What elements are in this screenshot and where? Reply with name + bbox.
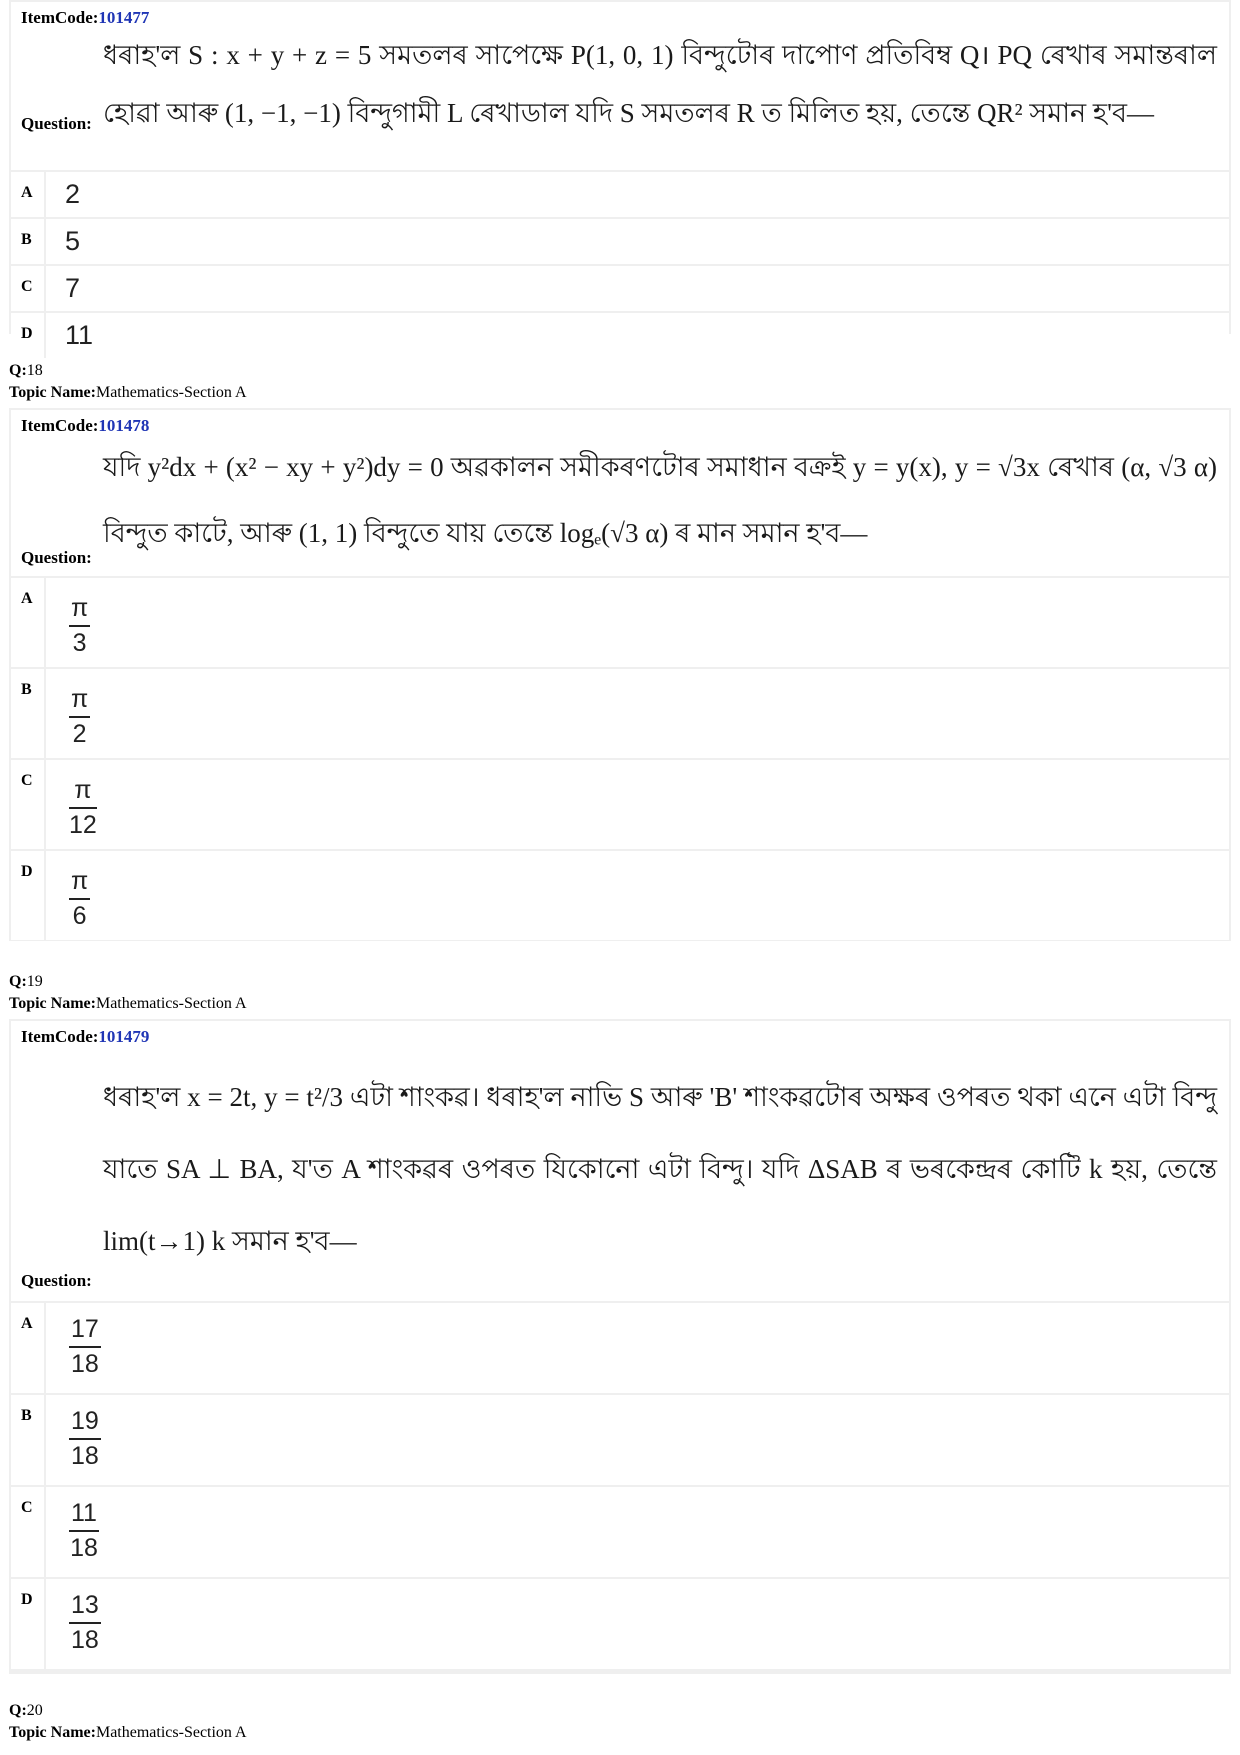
question-block-101479: [9, 1019, 1231, 1674]
option-letter: D: [21, 863, 33, 880]
fraction-denominator: 18: [71, 1626, 99, 1654]
option-letter: B: [21, 231, 32, 248]
option-fraction: [69, 1315, 101, 1379]
question-number: Q:18: [9, 362, 43, 379]
fraction-denominator: 18: [71, 1442, 99, 1470]
fraction-numerator: 13: [71, 1591, 99, 1619]
option-row-a[interactable]: [11, 172, 1229, 217]
option-row-c[interactable]: [11, 1487, 1229, 1577]
fraction-numerator: π: [71, 867, 89, 895]
question-row: [11, 2, 1229, 170]
fraction-denominator: 2: [72, 720, 87, 748]
question-number: Q:20: [9, 1702, 43, 1719]
fraction-numerator: π: [74, 776, 92, 804]
topic-name: Topic Name:Mathematics-Section A: [9, 384, 247, 401]
option-row-c[interactable]: [11, 266, 1229, 311]
fraction-numerator: π: [71, 594, 89, 622]
question-block-101477: [9, 0, 1231, 350]
option-letter: C: [21, 278, 33, 295]
question-meta-18: [9, 360, 247, 404]
option-row-a[interactable]: [11, 1303, 1229, 1393]
option-fraction: [69, 1499, 99, 1563]
fraction-denominator: 6: [72, 902, 87, 930]
option-fraction: [69, 776, 97, 840]
question-label: Question:: [21, 1271, 92, 1290]
question-text: যদি y²dx + (x² − xy + y²)dy = 0 অৱকালন সমীকৰণটোৰ সমাধান বক্ৰই y = y(x), y = √3x ৰেখাৰ (α, √3 α) বিন্দুত কাটে, আৰু (1, 1) বিন্দুতে যায় তেন্তে logₑ(√3 α) ৰ মান সমান হ'ব—: [103, 452, 1217, 548]
option-row-c[interactable]: [11, 760, 1229, 849]
option-letter: C: [21, 772, 33, 789]
fraction-denominator: 12: [69, 811, 97, 839]
option-fraction: [69, 594, 90, 658]
option-letter: A: [21, 184, 33, 201]
question-meta-20: [9, 1700, 247, 1744]
question-label: Question:: [21, 548, 92, 567]
option-fraction: [69, 685, 90, 749]
fraction-numerator: π: [71, 685, 89, 713]
question-number: Q:19: [9, 973, 43, 990]
question-label: Question:: [21, 114, 92, 133]
question-meta-19: [9, 971, 247, 1015]
topic-name: Topic Name:Mathematics-Section A: [9, 1724, 247, 1741]
option-value: 7: [65, 273, 81, 303]
option-fraction: [69, 1407, 101, 1471]
fraction-numerator: 17: [71, 1315, 99, 1343]
option-value: 5: [65, 226, 81, 256]
fraction-numerator: 11: [71, 1499, 97, 1527]
option-row-d[interactable]: [11, 851, 1229, 940]
option-fraction: [69, 1591, 101, 1655]
option-row-b[interactable]: [11, 219, 1229, 264]
option-letter: B: [21, 1407, 32, 1424]
question-row: [11, 1021, 1229, 1301]
option-letter: A: [21, 590, 33, 607]
option-letter: D: [21, 325, 33, 342]
question-row: [11, 410, 1229, 576]
item-code: ItemCode:101478: [21, 416, 150, 435]
item-code: ItemCode:101479: [21, 1027, 150, 1046]
option-letter: A: [21, 1315, 33, 1332]
item-code: ItemCode:101477: [21, 8, 150, 27]
option-row-b[interactable]: [11, 669, 1229, 758]
option-value: 11: [65, 320, 94, 350]
fraction-denominator: 18: [70, 1534, 98, 1562]
question-text: ধৰাহ'ল S : x + y + z = 5 সমতলৰ সাপেক্ষে P(1, 0, 1) বিন্দুটোৰ দাপোণ প্ৰতিবিম্ব Q। PQ ৰেখাৰ সমান্তৰাল হোৱা আৰু (1, −1, −1) বিন্দুগামী L ৰেখাডাল যদি S সমতলৰ R ত মিলিত হয়, তেন্তে QR² সমান হ'ব—: [103, 40, 1217, 128]
option-letter: C: [21, 1499, 33, 1516]
fraction-denominator: 3: [72, 629, 87, 657]
question-text: ধৰাহ'ল x = 2t, y = t²/3 এটা শাংকৱ। ধৰাহ'ল নাভি S আৰু 'B' শাংকৱটোৰ অক্ষৰ ওপৰত থকা এনে এটা বিন্দু যাতে SA ⊥ BA, য'ত A শাংকৱৰ ওপৰত যিকোনো এটা বিন্দু। যদি ΔSAB ৰ ভৰকেন্দ্ৰৰ কোটি k হয়, তেন্তে lim(t→1) k সমান হ'ব—: [103, 1082, 1217, 1256]
option-row-a[interactable]: [11, 578, 1229, 667]
option-letter: B: [21, 681, 32, 698]
option-value: 2: [65, 179, 81, 209]
option-row-d[interactable]: [11, 1579, 1229, 1669]
fraction-denominator: 18: [71, 1350, 99, 1378]
fraction-numerator: 19: [71, 1407, 99, 1435]
option-letter: D: [21, 1591, 33, 1608]
option-fraction: [69, 867, 90, 931]
topic-name: Topic Name:Mathematics-Section A: [9, 995, 247, 1012]
option-row-b[interactable]: [11, 1395, 1229, 1485]
option-row-d[interactable]: [11, 313, 1229, 358]
question-block-101478: [9, 408, 1231, 941]
